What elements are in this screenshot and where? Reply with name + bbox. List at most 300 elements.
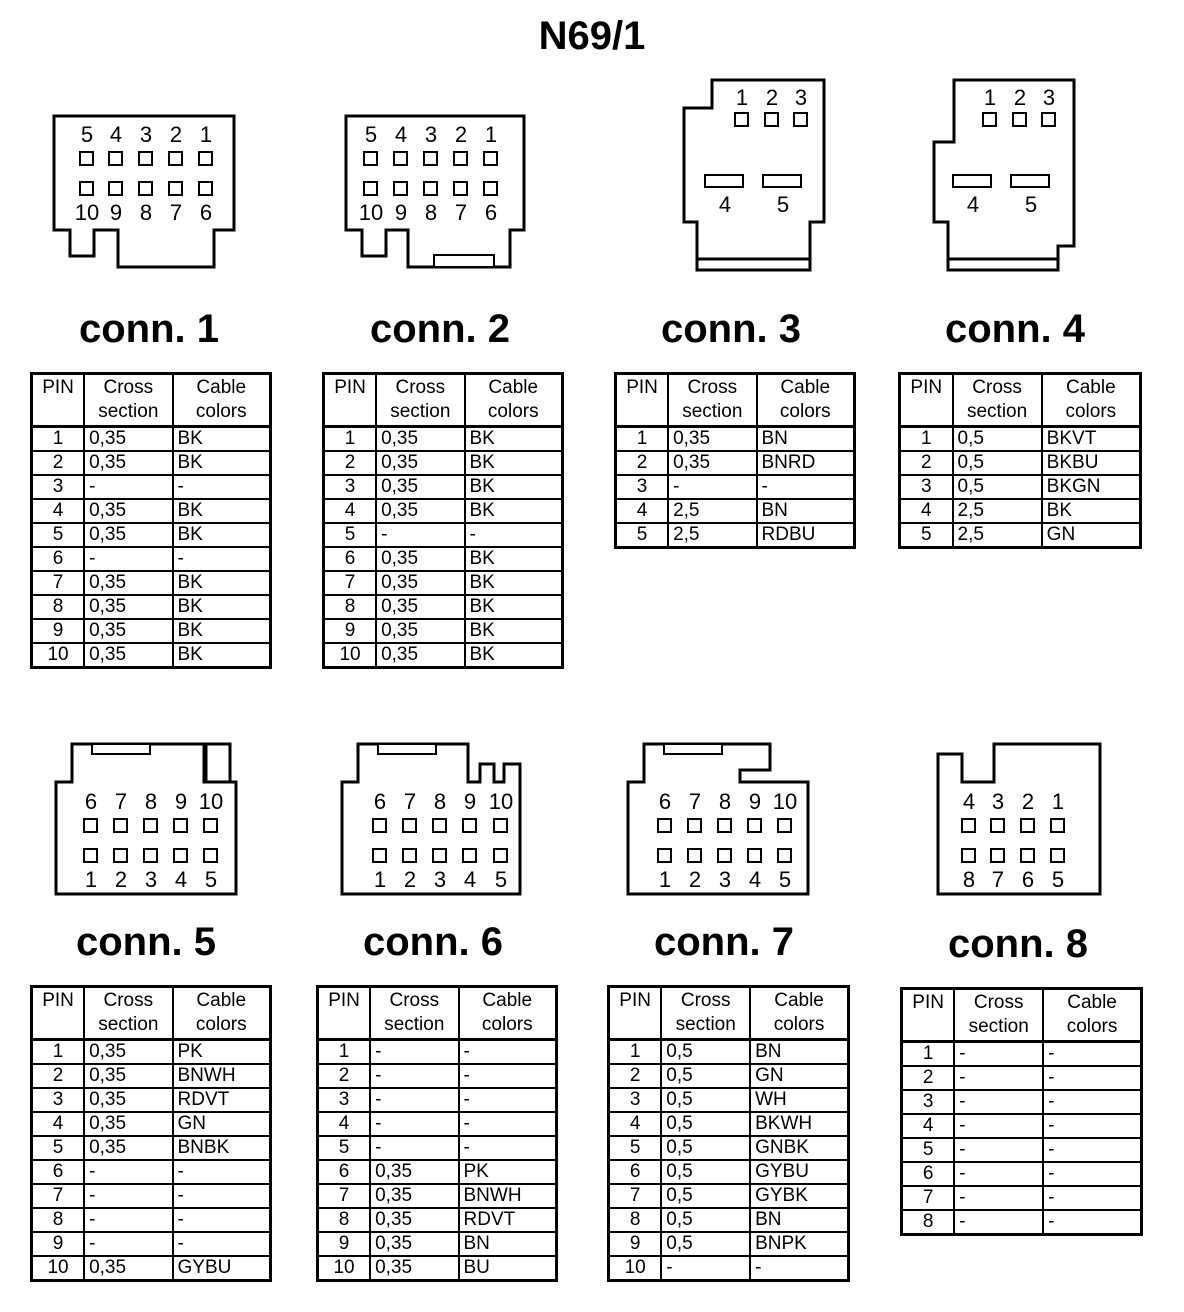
pin-number-cell: 5	[902, 1138, 955, 1162]
cable-colors-header	[1043, 989, 1141, 1042]
pin-socket	[454, 152, 467, 165]
pin-number-label: 4	[962, 789, 976, 814]
cross-section-cell: 0,5	[661, 1088, 750, 1112]
pin-header	[902, 989, 955, 1042]
header-text: Cross	[973, 992, 1024, 1013]
pin-number-label: 1	[658, 867, 672, 892]
table-row	[32, 499, 271, 523]
cross-section-cell: 0,5	[661, 1112, 750, 1136]
cable-color-cell: -	[173, 475, 271, 499]
pin-number-label: 3	[424, 122, 438, 147]
pin-number-label: 2	[1013, 85, 1027, 110]
table-row	[900, 451, 1141, 475]
cable-color-cell: -	[1043, 1114, 1141, 1138]
table-row	[318, 1160, 557, 1184]
table-row	[609, 1208, 849, 1232]
pin-number-label: 4	[748, 867, 762, 892]
pin-header	[318, 987, 371, 1040]
cable-color-cell: RDBU	[757, 523, 855, 548]
pin-number-label: 8	[424, 200, 438, 225]
cross-section-cell: 0,35	[376, 451, 464, 475]
pin-socket	[705, 175, 743, 187]
connector-2-pin-table	[322, 372, 564, 669]
table-row	[902, 1210, 1142, 1235]
cross-section-cell: -	[954, 1066, 1043, 1090]
cross-section-cell: 0,35	[84, 451, 172, 475]
pin-number-label: 6	[199, 200, 213, 225]
table-row	[32, 619, 271, 643]
table-row	[318, 1088, 557, 1112]
pin-socket	[778, 819, 791, 832]
cross-section-header	[84, 374, 172, 427]
header-text: section	[98, 401, 159, 422]
header-text: Cable	[488, 377, 539, 398]
connector-1-pin-table	[30, 372, 272, 669]
header-text: PIN	[42, 377, 74, 398]
table-row	[32, 1088, 271, 1112]
pin-socket	[114, 849, 127, 862]
table-row	[32, 1112, 271, 1136]
table-row	[318, 1256, 557, 1281]
cable-color-cell: BKGN	[1042, 475, 1141, 499]
pin-number-cell: 9	[32, 619, 85, 643]
cable-color-cell: BK	[173, 523, 271, 547]
table-row	[318, 1232, 557, 1256]
connector-3-label: conn. 3	[660, 307, 802, 351]
pin-socket	[169, 182, 182, 195]
pin-number-label: 8	[718, 789, 732, 814]
header-text: colors	[195, 1014, 247, 1035]
pin-number-label: 5	[364, 122, 378, 147]
header-text: Cross	[680, 990, 731, 1011]
pin-number-cell: 8	[609, 1208, 662, 1232]
connector-7-pin-table	[607, 985, 850, 1282]
pin-number-cell: 3	[32, 475, 85, 499]
table-header-row	[324, 374, 563, 427]
cross-section-cell: -	[370, 1088, 458, 1112]
table-header-row	[902, 989, 1142, 1042]
cable-color-cell: -	[1043, 1042, 1141, 1067]
pin-number-cell: 6	[32, 1160, 85, 1184]
cross-section-cell: 0,5	[953, 451, 1042, 475]
table-row	[616, 475, 855, 499]
cable-color-cell: -	[459, 1136, 557, 1160]
cable-color-cell: -	[465, 523, 563, 547]
cross-section-cell: 2,5	[668, 499, 756, 523]
pin-header	[32, 374, 85, 427]
pin-number-cell: 6	[318, 1160, 371, 1184]
cable-color-cell: -	[757, 475, 855, 499]
pin-socket	[144, 849, 157, 862]
cross-section-cell: -	[84, 1160, 172, 1184]
pin-number-cell: 6	[609, 1160, 662, 1184]
pin-number-label: 5	[80, 122, 94, 147]
pin-socket	[394, 152, 407, 165]
pin-socket	[204, 849, 217, 862]
cross-section-cell: -	[370, 1040, 458, 1065]
cross-section-cell: 2,5	[953, 523, 1042, 548]
cross-section-cell: 0,35	[376, 475, 464, 499]
pin-number-label: 1	[84, 867, 98, 892]
pin-number-label: 2	[1021, 789, 1035, 814]
pin-socket	[433, 849, 446, 862]
pin-socket	[794, 113, 807, 126]
pin-number-label: 9	[394, 200, 408, 225]
cross-section-cell: -	[954, 1138, 1043, 1162]
pin-number-cell: 9	[324, 619, 377, 643]
connector-5-diagram	[52, 740, 242, 900]
pin-number-label: 5	[776, 192, 790, 217]
cross-section-header	[376, 374, 464, 427]
cable-color-cell: -	[750, 1256, 848, 1281]
header-text: colors	[1066, 1016, 1118, 1037]
table-row	[609, 1160, 849, 1184]
pin-number-label: 1	[983, 85, 997, 110]
pin-number-label: 10	[772, 789, 798, 814]
pin-number-label: 8	[962, 867, 976, 892]
pin-number-label: 1	[484, 122, 498, 147]
table-row	[900, 523, 1141, 548]
pin-number-cell: 5	[616, 523, 669, 548]
cross-section-cell: -	[370, 1112, 458, 1136]
pin-number-cell: 4	[902, 1114, 955, 1138]
pin-socket	[403, 819, 416, 832]
pin-number-cell: 1	[900, 427, 953, 452]
pin-number-label: 2	[114, 867, 128, 892]
table-row	[900, 475, 1141, 499]
pin-socket	[373, 849, 386, 862]
cross-section-cell: 0,5	[661, 1040, 750, 1065]
connector-1-diagram	[50, 112, 240, 272]
table-header-row	[609, 987, 849, 1040]
pin-number-cell: 3	[902, 1090, 955, 1114]
pin-number-cell: 2	[902, 1066, 955, 1090]
header-text: Cable	[774, 990, 824, 1011]
cross-section-cell: -	[370, 1064, 458, 1088]
pin-number-label: 2	[169, 122, 183, 147]
cable-color-cell: BK	[173, 427, 271, 452]
pin-number-label: 2	[765, 85, 779, 110]
pin-socket	[1021, 819, 1034, 832]
pin-number-label: 3	[144, 867, 158, 892]
pin-socket	[962, 849, 975, 862]
pin-number-label: 4	[109, 122, 123, 147]
cross-section-cell: 0,35	[376, 547, 464, 571]
pin-number-cell: 8	[324, 595, 377, 619]
pin-number-label: 4	[174, 867, 188, 892]
cable-color-cell: -	[173, 1184, 271, 1208]
pin-number-label: 6	[658, 789, 672, 814]
cross-section-cell: -	[84, 475, 172, 499]
pin-number-label: 7	[114, 789, 128, 814]
pin-number-label: 6	[84, 789, 98, 814]
pin-number-cell: 3	[324, 475, 377, 499]
cable-color-cell: BNPK	[750, 1232, 848, 1256]
header-text: colors	[773, 1014, 825, 1035]
cross-section-cell: -	[954, 1186, 1043, 1210]
pin-socket	[1011, 175, 1049, 187]
cable-color-cell: -	[1043, 1186, 1141, 1210]
pin-socket	[688, 849, 701, 862]
pin-number-label: 3	[794, 85, 808, 110]
cable-colors-header	[459, 987, 557, 1040]
header-text: section	[384, 1014, 445, 1035]
pin-socket	[80, 182, 93, 195]
cable-color-cell: BKWH	[750, 1112, 848, 1136]
pin-socket	[169, 152, 182, 165]
cable-colors-header	[757, 374, 855, 427]
pin-socket	[1042, 113, 1055, 126]
cable-color-cell: WH	[750, 1088, 848, 1112]
header-text: PIN	[619, 990, 651, 1011]
header-text: Cross	[395, 377, 446, 398]
cross-section-cell: 0,35	[84, 1256, 172, 1281]
table-row	[318, 1208, 557, 1232]
pin-number-cell: 2	[616, 451, 669, 475]
cable-colors-header	[465, 374, 563, 427]
pin-socket	[174, 849, 187, 862]
pin-socket	[424, 152, 437, 165]
pin-number-label: 9	[748, 789, 762, 814]
pin-number-cell: 7	[324, 571, 377, 595]
connector-8-diagram	[934, 740, 1104, 900]
pin-number-cell: 8	[318, 1208, 371, 1232]
pin-socket	[658, 819, 671, 832]
cross-section-cell: -	[954, 1114, 1043, 1138]
cable-color-cell: PK	[173, 1040, 271, 1065]
cross-section-cell: 0,35	[376, 595, 464, 619]
cable-color-cell: BN	[459, 1232, 557, 1256]
pin-socket	[718, 849, 731, 862]
pin-number-label: 6	[373, 789, 387, 814]
table-row	[902, 1162, 1142, 1186]
table-row	[324, 571, 563, 595]
pin-number-label: 3	[991, 789, 1005, 814]
table-row	[616, 523, 855, 548]
pin-socket	[424, 182, 437, 195]
pin-number-label: 7	[169, 200, 183, 225]
cable-color-cell: RDVT	[173, 1088, 271, 1112]
table-row	[324, 595, 563, 619]
cable-color-cell: BK	[465, 619, 563, 643]
cross-section-cell: 2,5	[668, 523, 756, 548]
cable-color-cell: -	[1043, 1138, 1141, 1162]
pin-number-cell: 2	[900, 451, 953, 475]
header-text: section	[968, 1016, 1029, 1037]
header-text: PIN	[328, 990, 360, 1011]
header-text: Cable	[1066, 377, 1116, 398]
cross-section-header	[84, 987, 172, 1040]
pin-socket	[962, 819, 975, 832]
pin-header	[32, 987, 85, 1040]
cross-section-cell: -	[954, 1162, 1043, 1186]
pin-number-cell: 2	[318, 1064, 371, 1088]
cross-section-header	[370, 987, 458, 1040]
pin-socket	[199, 182, 212, 195]
cable-color-cell: BK	[465, 571, 563, 595]
connector-7-diagram	[624, 740, 814, 900]
cable-color-cell: BK	[173, 499, 271, 523]
pin-number-cell: 3	[900, 475, 953, 499]
cable-color-cell: BK	[465, 547, 563, 571]
cross-section-cell: 0,5	[661, 1184, 750, 1208]
cross-section-header	[954, 989, 1043, 1042]
cross-section-cell: -	[370, 1136, 458, 1160]
table-row	[32, 451, 271, 475]
connector-5-label: conn. 5	[75, 920, 217, 964]
pin-socket	[84, 819, 97, 832]
table-row	[609, 1232, 849, 1256]
pin-number-cell: 6	[324, 547, 377, 571]
header-text: PIN	[626, 377, 658, 398]
cable-color-cell: -	[173, 1160, 271, 1184]
pin-number-cell: 4	[324, 499, 377, 523]
cross-section-cell: 0,35	[376, 499, 464, 523]
table-row	[32, 643, 271, 668]
table-header-row	[32, 374, 271, 427]
pin-number-label: 8	[144, 789, 158, 814]
cable-color-cell: -	[459, 1040, 557, 1065]
pin-number-cell: 3	[318, 1088, 371, 1112]
connector-6-pin-table	[316, 985, 558, 1282]
cross-section-cell: 0,35	[84, 1064, 172, 1088]
table-row	[32, 1040, 271, 1065]
pin-number-label: 5	[1051, 867, 1065, 892]
pin-number-cell: 3	[616, 475, 669, 499]
pin-number-label: 6	[484, 200, 498, 225]
cable-color-cell: GYBU	[750, 1160, 848, 1184]
table-row	[32, 1184, 271, 1208]
cross-section-cell: 0,5	[661, 1160, 750, 1184]
table-row	[902, 1186, 1142, 1210]
pin-number-label: 7	[403, 789, 417, 814]
cable-color-cell: PK	[459, 1160, 557, 1184]
cable-color-cell: BN	[750, 1208, 848, 1232]
pin-socket	[983, 113, 996, 126]
pin-socket	[748, 819, 761, 832]
cable-color-cell: BN	[757, 499, 855, 523]
pin-number-cell: 10	[32, 1256, 85, 1281]
cross-section-cell: 0,35	[668, 451, 756, 475]
cable-color-cell: BKBU	[1042, 451, 1141, 475]
cable-color-cell: BK	[173, 451, 271, 475]
cross-section-cell: 0,35	[376, 427, 464, 452]
table-row	[609, 1136, 849, 1160]
table-row	[902, 1114, 1142, 1138]
pin-number-cell: 5	[609, 1136, 662, 1160]
cross-section-cell: -	[954, 1210, 1043, 1235]
pin-socket	[454, 182, 467, 195]
cable-color-cell: BNWH	[173, 1064, 271, 1088]
table-row	[324, 547, 563, 571]
cable-colors-header	[173, 987, 271, 1040]
pin-number-cell: 7	[318, 1184, 371, 1208]
pin-number-label: 7	[454, 200, 468, 225]
pin-number-cell: 1	[609, 1040, 662, 1065]
cable-color-cell: BK	[173, 643, 271, 668]
pin-socket	[658, 849, 671, 862]
table-header-row	[32, 987, 271, 1040]
pin-header	[324, 374, 377, 427]
header-text: Cable	[196, 377, 247, 398]
pin-number-cell: 7	[609, 1184, 662, 1208]
pin-socket	[139, 182, 152, 195]
cross-section-cell: 0,5	[661, 1136, 750, 1160]
cable-color-cell: BK	[465, 427, 563, 452]
cross-section-cell: 0,35	[84, 643, 172, 668]
table-row	[32, 427, 271, 452]
pin-socket	[394, 182, 407, 195]
pin-socket	[114, 819, 127, 832]
cross-section-cell: 0,35	[84, 571, 172, 595]
cable-color-cell: BK	[465, 451, 563, 475]
cable-color-cell: BK	[465, 499, 563, 523]
pin-number-label: 3	[433, 867, 447, 892]
pin-number-cell: 6	[32, 547, 85, 571]
pin-socket	[991, 819, 1004, 832]
pin-number-cell: 8	[32, 1208, 85, 1232]
pin-number-cell: 4	[609, 1112, 662, 1136]
pin-socket	[199, 152, 212, 165]
pin-number-cell: 9	[32, 1232, 85, 1256]
pin-number-cell: 9	[609, 1232, 662, 1256]
header-text: colors	[1065, 401, 1117, 422]
pin-socket	[1013, 113, 1026, 126]
cable-color-cell: BNBK	[173, 1136, 271, 1160]
pin-socket	[373, 819, 386, 832]
cross-section-header	[661, 987, 750, 1040]
cable-color-cell: BK	[1042, 499, 1141, 523]
pin-number-cell: 10	[32, 643, 85, 668]
table-row	[616, 427, 855, 452]
table-header-row	[616, 374, 855, 427]
pin-number-cell: 1	[902, 1042, 955, 1067]
header-text: Cable	[780, 377, 831, 398]
pin-number-label: 4	[463, 867, 477, 892]
pin-number-label: 1	[735, 85, 749, 110]
cable-color-cell: -	[1043, 1066, 1141, 1090]
table-row	[318, 1136, 557, 1160]
connector-5-pin-table	[30, 985, 272, 1282]
cross-section-cell: 0,35	[84, 1088, 172, 1112]
pin-socket	[953, 175, 991, 187]
pin-number-label: 10	[74, 200, 100, 225]
cross-section-cell: -	[954, 1042, 1043, 1067]
header-text: Cable	[196, 990, 247, 1011]
cross-section-cell: -	[376, 523, 464, 547]
cross-section-cell: 0,35	[84, 1112, 172, 1136]
cross-section-cell: 0,35	[376, 643, 464, 668]
cable-color-cell: BN	[750, 1040, 848, 1065]
table-row	[609, 1088, 849, 1112]
cross-section-header	[953, 374, 1042, 427]
cable-color-cell: BN	[757, 427, 855, 452]
cable-color-cell: GN	[750, 1064, 848, 1088]
table-row	[32, 571, 271, 595]
pin-socket	[494, 849, 507, 862]
cable-color-cell: -	[1043, 1162, 1141, 1186]
pin-number-cell: 1	[616, 427, 669, 452]
pin-number-cell: 5	[318, 1136, 371, 1160]
table-row	[616, 451, 855, 475]
cross-section-cell: 0,35	[370, 1232, 458, 1256]
pin-number-label: 7	[991, 867, 1005, 892]
pin-number-cell: 4	[616, 499, 669, 523]
pin-socket	[778, 849, 791, 862]
table-row	[32, 1136, 271, 1160]
cable-color-cell: -	[173, 1232, 271, 1256]
table-row	[318, 1040, 557, 1065]
